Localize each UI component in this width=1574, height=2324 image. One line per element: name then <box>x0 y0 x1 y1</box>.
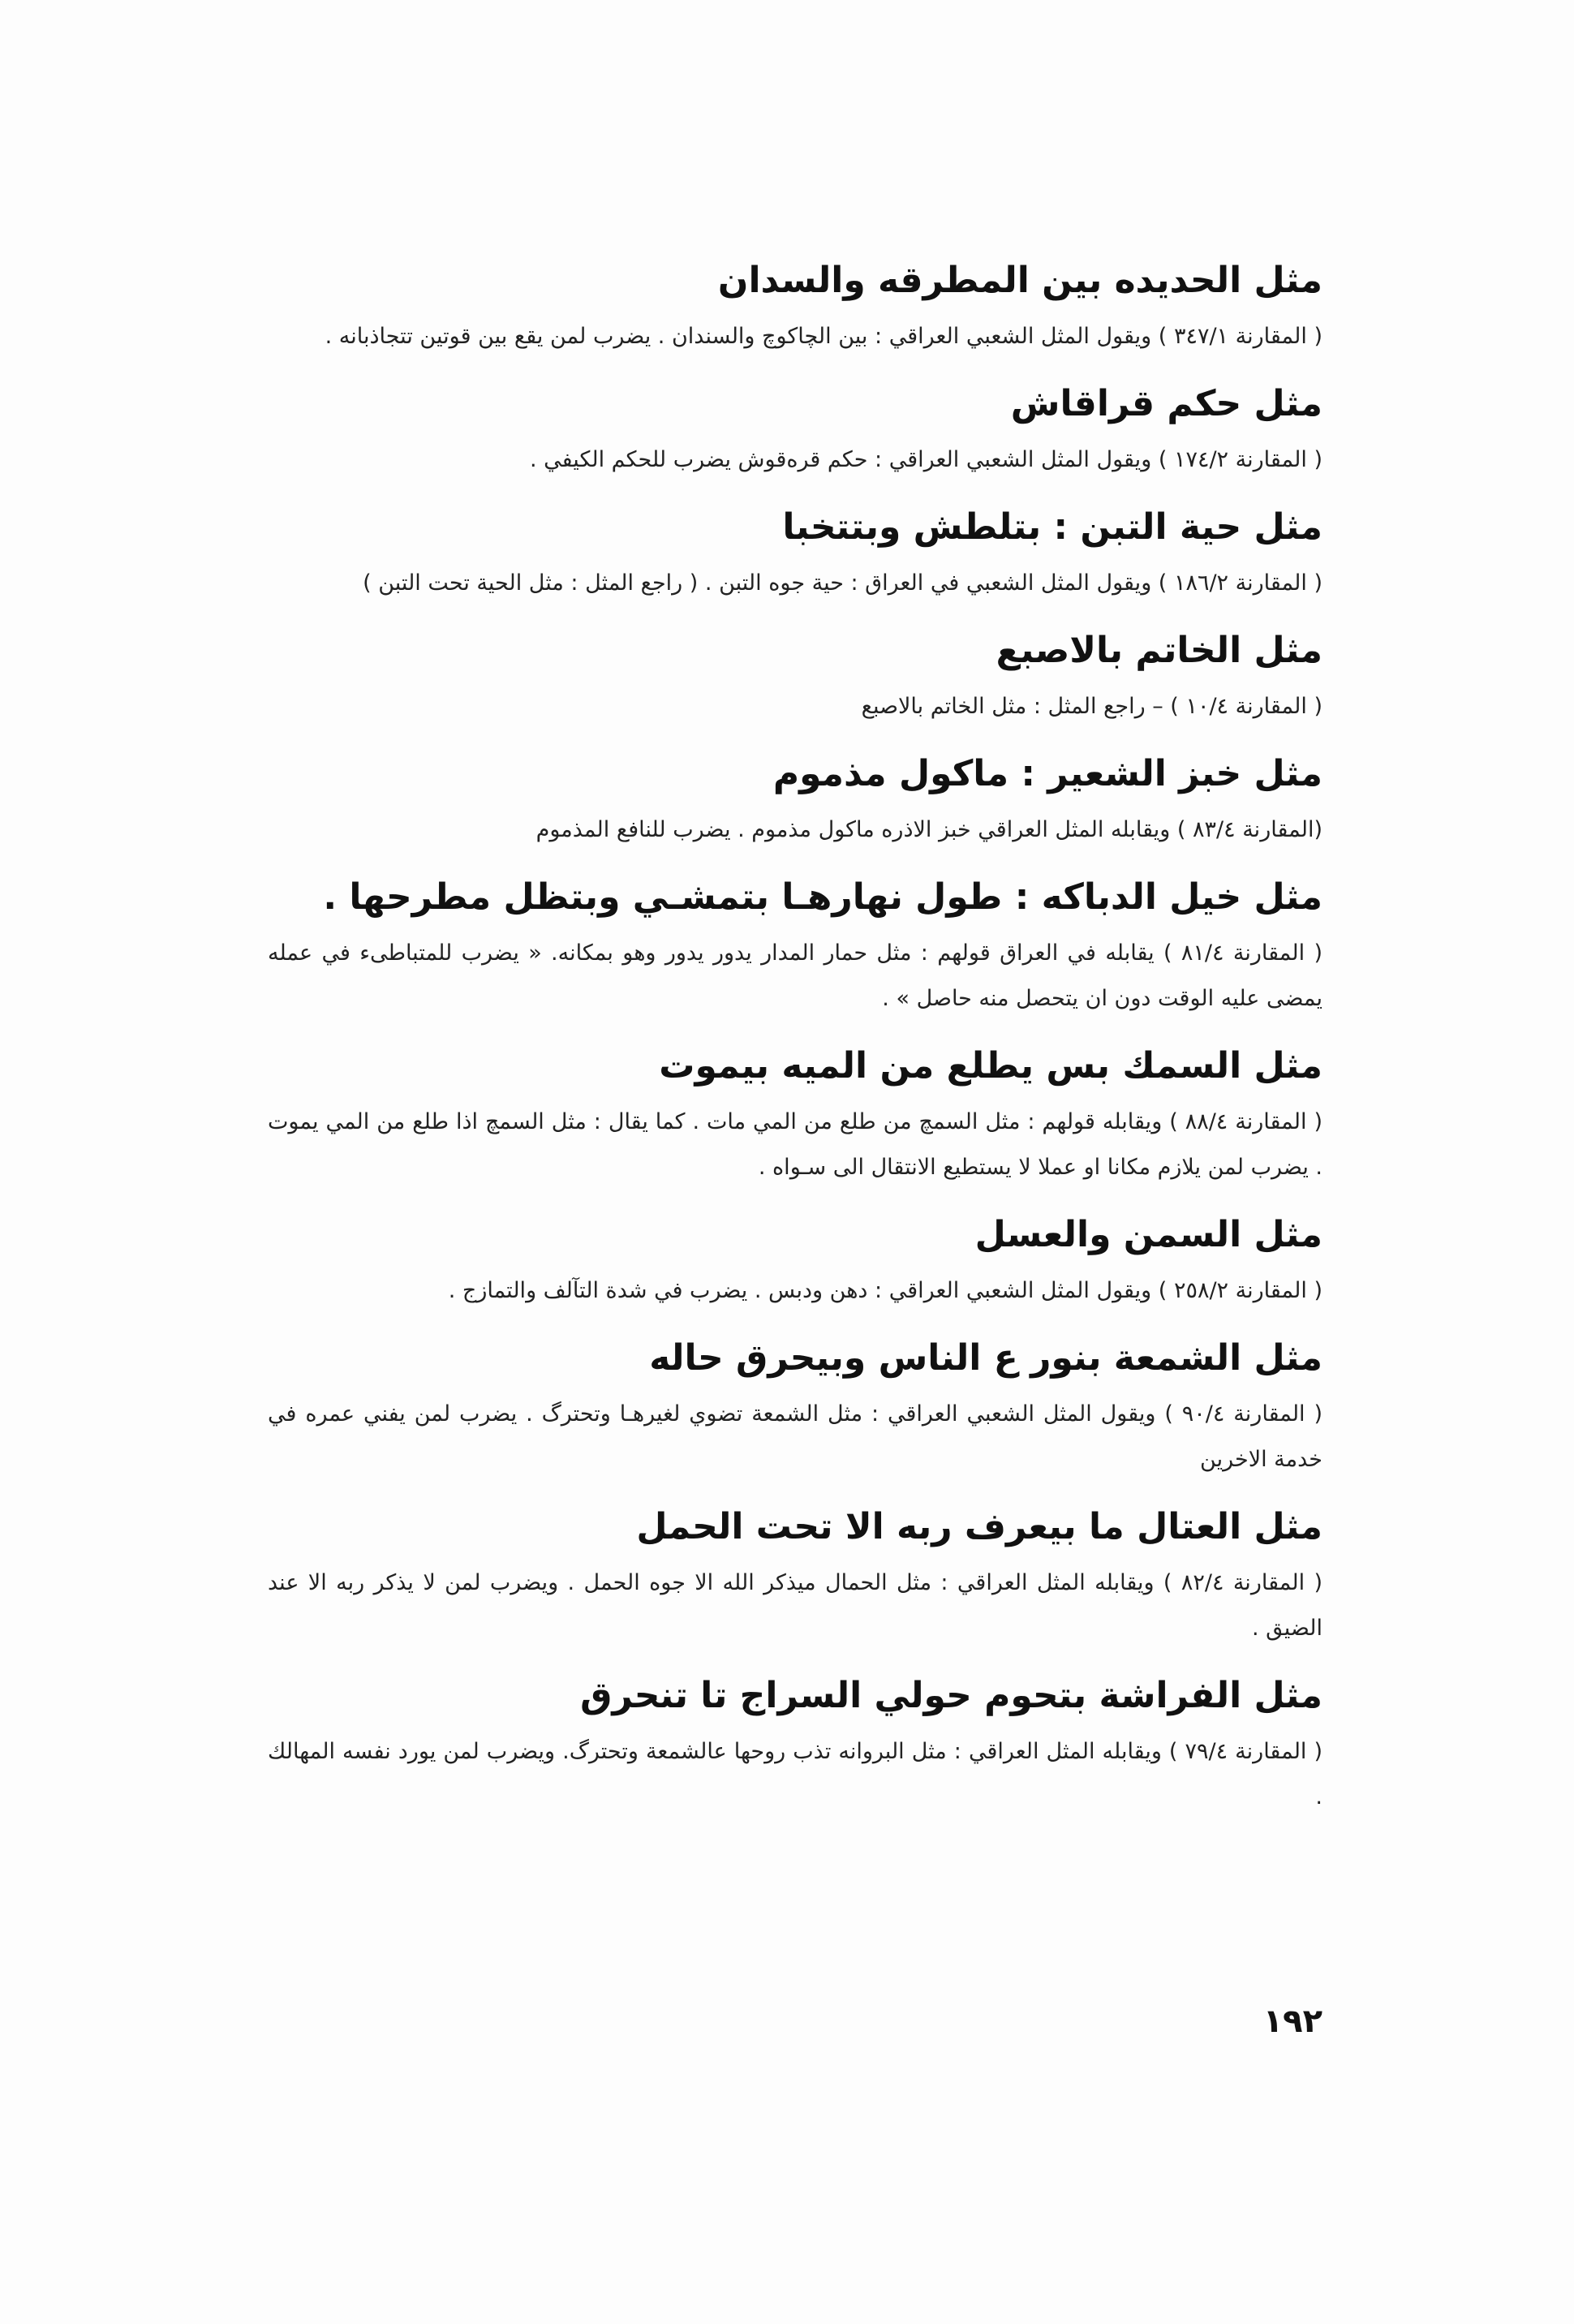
proverb-entry <box>268 1041 1322 1190</box>
proverb-title: مثل حية التبن : بتلطش وبتتخبا <box>782 506 1322 548</box>
proverb-title: مثل خبز الشعير : ماكول مذموم <box>772 753 1322 794</box>
proverb-title: مثل الفراشة بتحوم حولي السراج تا تنحرق <box>580 1675 1322 1716</box>
proverb-entry <box>268 872 1322 1022</box>
proverb-commentary: ( المقارنة ٨١/٤ ) يقابله في العراق قولهم : مثل حمار المدار يدور يدور وهو بمكانه. « يضرب للمتباطىء في عمله يمضى عليه الوقت دون ان يتحصل منه حاصل » . <box>268 940 1322 1011</box>
proverb-title: مثل العتال ما بيعرف ربه الا تحت الحمل <box>636 1506 1322 1547</box>
proverb-entry <box>268 749 1322 853</box>
proverb-entry <box>268 1333 1322 1483</box>
proverb-commentary: ( المقارنة ٨٢/٤ ) ويقابله المثل العراقي : مثل الحمال ميذكر الله الا جوه الحمل . ويضرب لمن لا يذكر ربه الا عند الضيق . <box>268 1570 1323 1641</box>
proverb-entry <box>268 379 1322 483</box>
proverb-commentary: ( المقارنة ٩٠/٤ ) ويقول المثل الشعبي العراقي : مثل الشمعة تضوي لغيرهـا وتحترگ . يضرب لمن يفني عمره في خدمة الاخرين <box>268 1401 1322 1472</box>
proverb-commentary: ( المقارنة ٣٤٧/١ ) ويقول المثل الشعبي العراقي : بين الچاكوچ والسندان . يضرب لمن يقع بين قوتين تتجاذبانه . <box>325 324 1322 349</box>
proverb-entry <box>268 502 1322 606</box>
proverb-entry <box>268 256 1322 359</box>
proverb-commentary: ( المقارنة ٨٨/٤ ) ويقابله قولهم : مثل السمچ من طلع من المي مات . كما يقال : مثل السمچ اذا طلع من المي يموت . يضرب لمن يلازم مكانا او عملا لا يستطيع الانتقال الى سـواه . <box>268 1109 1322 1180</box>
proverb-commentary: ( المقارنة ٧٩/٤ ) ويقابله المثل العراقي : مثل البروانه تذب روحها عالشمعة وتحترگ. ويضرب لمن يورد نفسه المهالك . <box>268 1739 1322 1810</box>
proverb-title: مثل حكم قراقاش <box>1010 383 1322 424</box>
proverb-commentary: ( المقارنة ٢٥٨/٢ ) ويقول المثل الشعبي العراقي : دهن ودبس . يضرب في شدة التآلف والتمازج . <box>448 1278 1322 1303</box>
proverb-entry <box>268 1671 1322 1820</box>
proverb-commentary: (المقارنة ٨٣/٤ ) ويقابله المثل العراقي خبز الاذره ماكول مذموم . يضرب للنافع المذموم <box>535 817 1322 842</box>
proverb-title: مثل السمن والعسل <box>974 1214 1322 1255</box>
proverb-entry <box>268 1210 1322 1314</box>
proverb-title: مثل الشمعة بنور ع الناس وبيحرق حاله <box>649 1337 1322 1379</box>
proverbs-list <box>268 256 1322 1840</box>
proverb-title: مثل الخاتم بالاصبع <box>996 630 1322 671</box>
proverb-title: مثل الحديده بين المطرقه والسدان <box>717 260 1322 301</box>
proverb-title: مثل السمك بس يطلع من الميه بيموت <box>659 1045 1322 1087</box>
proverb-commentary: ( المقارنة ١٨٦/٢ ) ويقول المثل الشعبي في العراق : حية جوه التبن . ( راجع المثل : مثل الحية تحت التبن ) <box>363 570 1322 596</box>
proverb-commentary: ( المقارنة ١٠/٤ ) – راجع المثل : مثل الخاتم بالاصبع <box>861 694 1322 719</box>
page-number: ١٩٢ <box>1262 2003 1322 2040</box>
proverb-title: مثل خيل الدباكه : طول نهارهـا بتمشـي وبتظل مطرحها . <box>323 876 1322 918</box>
proverb-entry <box>268 626 1322 729</box>
proverb-entry <box>268 1502 1322 1651</box>
proverb-commentary: ( المقارنة ١٧٤/٢ ) ويقول المثل الشعبي العراقي : حكم قرەقوش يضرب للحكم الكيفي . <box>529 447 1322 472</box>
